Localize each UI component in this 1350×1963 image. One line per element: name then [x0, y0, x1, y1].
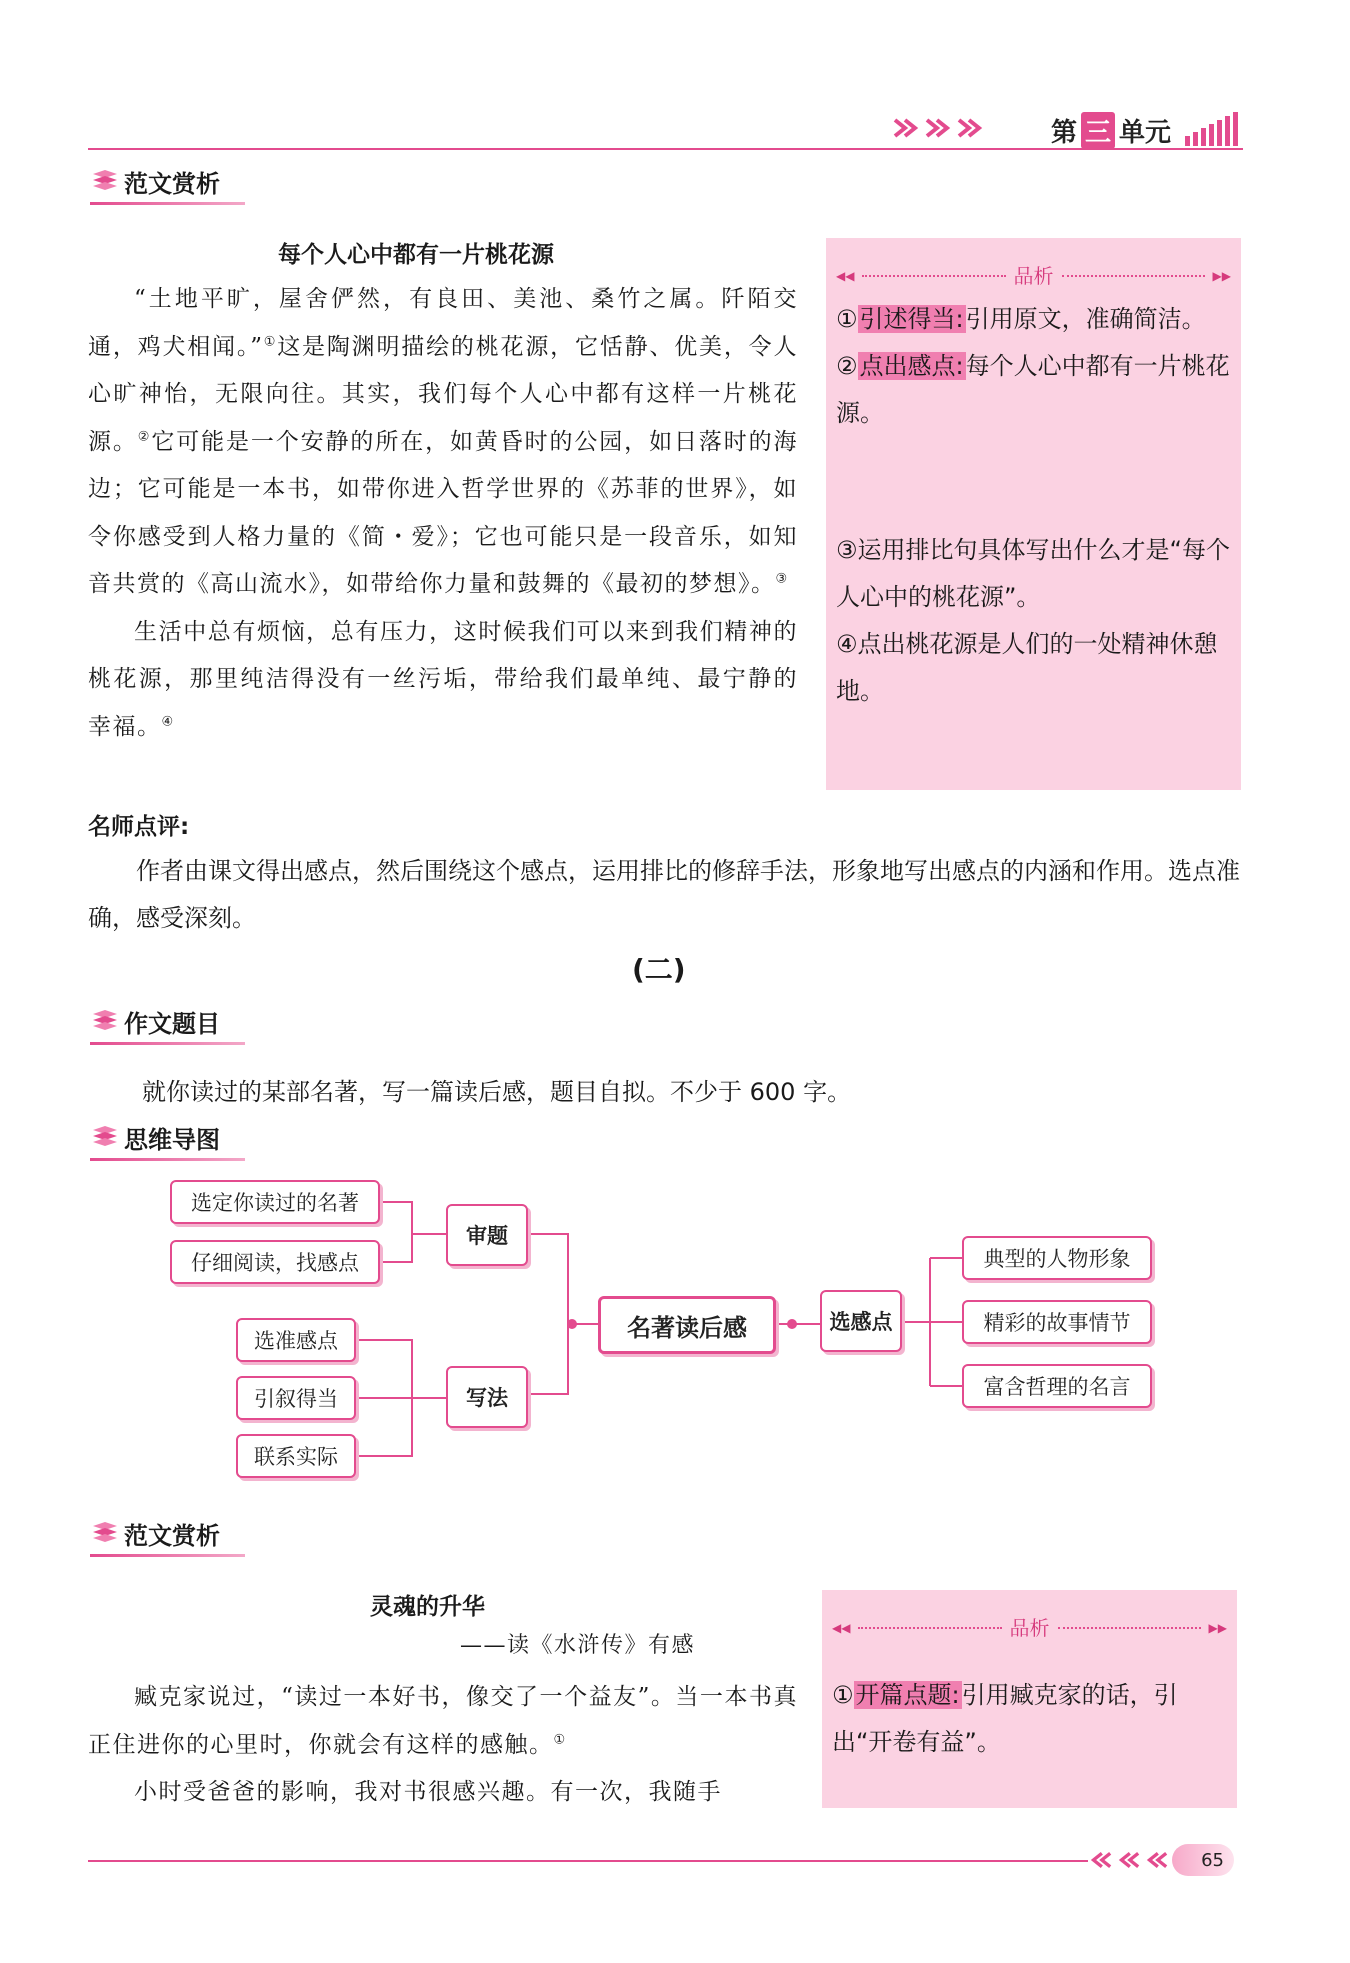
header-arrows — [891, 116, 985, 140]
essay-paragraph: 臧克家说过，“读过一本好书，像交了一个益友”。当一本书真正住进你的心里时，你就会有这样的感触。① — [88, 1684, 798, 1758]
mindmap-node: 引叙得当 — [236, 1376, 356, 1420]
unit-suffix: 单元 — [1118, 118, 1171, 148]
chevron-left-icon — [1116, 1850, 1142, 1870]
footnote-marker: ② — [137, 428, 152, 444]
book-stack-icon — [90, 168, 120, 196]
analysis-box — [826, 238, 1241, 790]
footnote-marker: ① — [263, 333, 278, 349]
analysis-note-2: ②点出感点:每个人心中都有一片桃花源。 — [836, 352, 1230, 427]
section-heading-text: 范文赏析 — [124, 1522, 220, 1550]
teacher-comment: 作者由课文得出感点，然后围绕这个感点，运用排比的修辞手法，形象地写出感点的内涵和作用。选点准确，感受深刻。 — [88, 857, 1240, 932]
essay-body — [88, 276, 798, 751]
unit-number: 三 — [1081, 112, 1115, 149]
essay-subtitle: ——读《水浒传》有感 — [460, 1633, 696, 1658]
footnote-marker: ④ — [161, 713, 175, 729]
chevron-right-icon — [955, 116, 985, 140]
mindmap-node: 选准感点 — [236, 1318, 356, 1362]
page-number: 65 — [1172, 1844, 1234, 1876]
analysis-note-1: ①开篇点题:引用臧克家的话，引出“开卷有益”。 — [832, 1681, 1178, 1756]
book-stack-icon — [90, 1124, 120, 1152]
mindmap-node-xuan: 选感点 — [820, 1290, 902, 1352]
footer-arrows — [1088, 1850, 1170, 1870]
analysis-label: ◀◀ 品析 ▶▶ — [832, 1615, 1227, 1640]
section-heading-topic — [90, 1004, 220, 1039]
essay-paragraph: 生活中总有烦恼，总有压力，这时候我们可以来到我们精神的桃花源，那里纯洁得没有一丝污垢，带给我们最单纯、最宁静的幸福。④ — [88, 618, 798, 740]
part-title: (二) — [632, 953, 686, 986]
section-heading-text: 范文赏析 — [124, 170, 220, 198]
mindmap-node: 联系实际 — [236, 1434, 356, 1478]
essay-title: 灵魂的升华 — [370, 1594, 485, 1620]
analysis-note-3: ③运用排比句具体写出什么才是“每个人心中的桃花源”。 — [836, 536, 1230, 611]
signal-bars-icon — [1183, 110, 1243, 146]
book-stack-icon — [90, 1008, 120, 1036]
analysis-note-1: ①引述得当:引用原文，准确简洁。 — [836, 305, 1206, 333]
mindmap-node: 仔细阅读，找感点 — [170, 1240, 380, 1284]
mindmap-node: 精彩的故事情节 — [962, 1300, 1152, 1344]
unit-label — [1051, 112, 1171, 149]
header-rule — [88, 148, 1243, 150]
footer-rule — [88, 1860, 1088, 1862]
essay-paragraph: “土地平旷，屋舍俨然，有良田、美池、桑竹之属。阡陌交通，鸡犬相闻。”①这是陶渊明描绘的桃花源，它恬静、优美，令人心旷神怡，无限向往。其实，我们每个人心中都有这样一片桃花源。②它可能是一个安静的所在，如黄昏时的公园，如日落时的海边；它可能是一本书，如带你进入哲学世界的《苏菲的世界》，如令你感受到人格力量的《简・爱》；它也可能只是一段音乐，如知音共赏的《高山流水》，如带给你力量和鼓舞的《最初的梦想》。③ — [88, 286, 799, 597]
section-heading-text: 作文题目 — [124, 1010, 220, 1038]
chevron-right-icon — [891, 116, 921, 140]
chevron-left-icon — [1144, 1850, 1170, 1870]
chevron-right-icon — [923, 116, 953, 140]
mindmap-node-xiefa: 写法 — [446, 1366, 528, 1428]
analysis-note-4: ④点出桃花源是人们的一处精神休憩地。 — [836, 630, 1218, 705]
mindmap-center: 名著读后感 — [598, 1296, 776, 1354]
footnote-marker: ① — [553, 1731, 567, 1747]
mindmap-node: 选定你读过的名著 — [170, 1180, 380, 1224]
mindmap-node: 富含哲理的名言 — [962, 1364, 1152, 1408]
mindmap-node-shenti: 审题 — [446, 1204, 528, 1266]
section-heading-mindmap — [90, 1120, 220, 1155]
writing-prompt: 就你读过的某部名著，写一篇读后感，题目自拟。不少于 600 字。 — [142, 1078, 852, 1106]
section-heading-text: 思维导图 — [124, 1126, 220, 1154]
analysis-box — [822, 1590, 1237, 1808]
teacher-comment-title: 名师点评: — [88, 814, 190, 840]
chevron-left-icon — [1088, 1850, 1114, 1870]
mindmap-node: 典型的人物形象 — [962, 1236, 1152, 1280]
book-stack-icon — [90, 1520, 120, 1548]
section-heading-model-essay-2 — [90, 1516, 220, 1551]
essay-body — [88, 1674, 798, 1817]
unit-prefix: 第 — [1050, 118, 1077, 148]
essay-paragraph: 小时受爸爸的影响，我对书很感兴趣。有一次，我随手 — [134, 1779, 722, 1805]
footnote-marker: ③ — [775, 571, 789, 587]
analysis-label: ◀◀ 品析 ▶▶ — [836, 263, 1231, 288]
page-header — [88, 108, 1243, 150]
section-heading-model-essay — [90, 164, 220, 199]
essay-title: 每个人心中都有一片桃花源 — [278, 242, 554, 268]
